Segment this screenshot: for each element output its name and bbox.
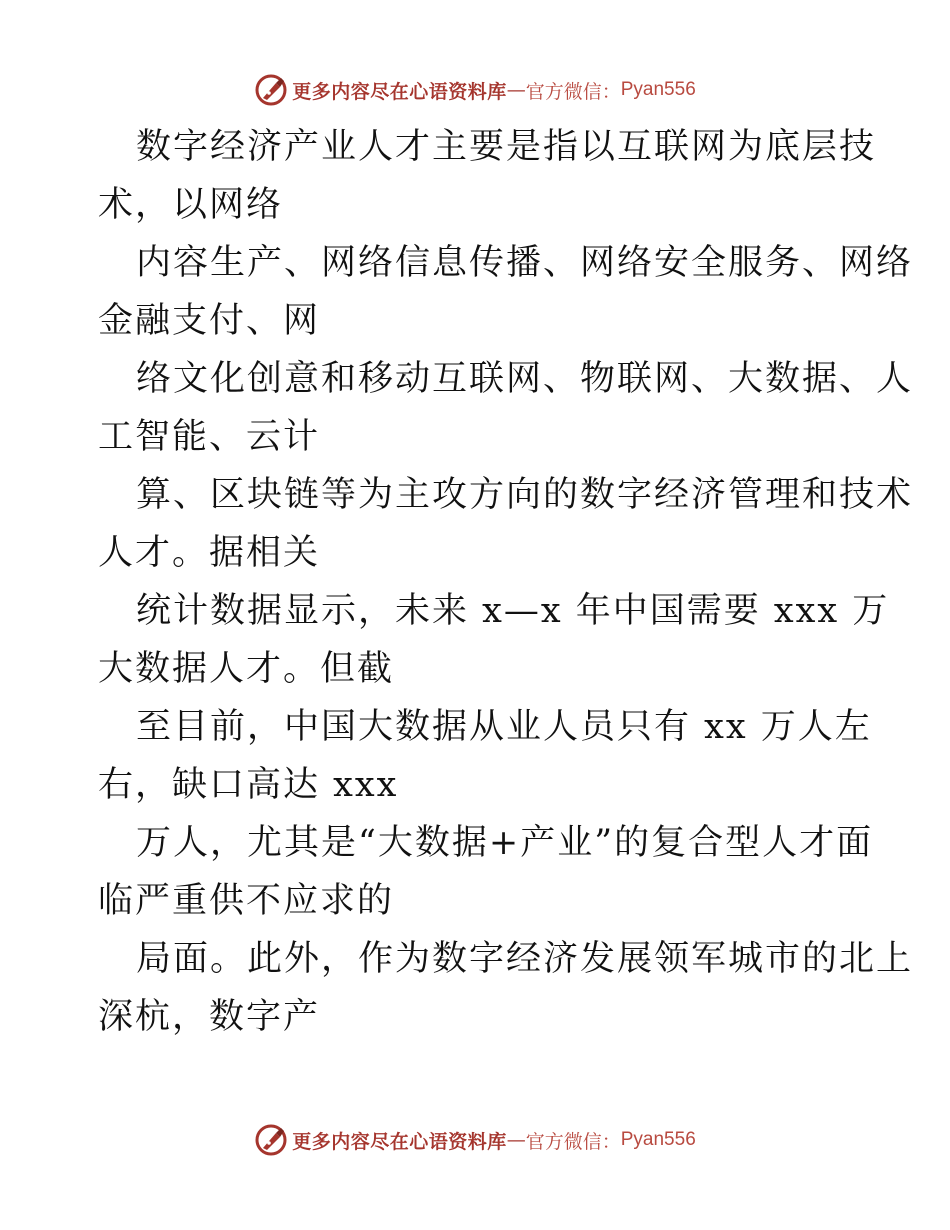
paragraph-line: 临严重供不应求的 (98, 881, 395, 921)
paragraph (98, 814, 874, 930)
paragraph-line: 右，缺口高达 xxx (98, 765, 399, 805)
paragraph-line: 数字经济产业人才主要是指以互联网为底层技 (136, 127, 877, 167)
paragraph-line: 局面。此外，作为数字经济发展领军城市的北上 (136, 939, 914, 979)
footer-separator: — (506, 1129, 526, 1151)
header-wechat-label: 官方微信： (525, 80, 621, 103)
pen-nib-logo-icon (254, 1123, 288, 1157)
paragraph-line: 金融支付、网 (98, 301, 321, 341)
paragraph-line: 工智能、云计 (98, 417, 321, 457)
paragraph-line: 络文化创意和移动互联网、物联网、大数据、人 (136, 359, 914, 399)
header-site-text: 更多内容尽在心语资料库 (292, 80, 507, 103)
paragraph (98, 698, 872, 814)
paragraph-line: 术，以网络 (98, 185, 284, 225)
pen-nib-logo-icon (254, 73, 288, 107)
footer-wechat-id: Pyan556 (620, 1129, 696, 1150)
header-separator: — (506, 79, 526, 101)
paragraph (98, 930, 914, 1046)
paragraph-line: 人才。据相关 (98, 533, 321, 573)
paragraph (98, 234, 914, 350)
paragraph-line: 算、区块链等为主攻方向的数字经济管理和技术 (136, 475, 914, 515)
paragraph (98, 350, 914, 466)
paragraph-line: 统计数据显示，未来 x—x 年中国需要 xxx 万 (136, 591, 890, 631)
paragraph (98, 118, 877, 234)
footer-wechat-label: 官方微信： (525, 1130, 621, 1153)
paragraph-line: 内容生产、网络信息传播、网络安全服务、网络 (136, 243, 914, 283)
body-text (98, 118, 914, 1046)
paragraph-line: 深杭，数字产 (98, 997, 321, 1037)
paragraph-line: 大数据人才。但截 (98, 649, 395, 689)
header-wechat-id: Pyan556 (620, 79, 696, 100)
header-banner (0, 68, 950, 112)
paragraph (98, 466, 914, 582)
footer-site-text: 更多内容尽在心语资料库 (292, 1130, 507, 1153)
paragraph-line: 万人，尤其是“大数据+产业”的复合型人才面 (136, 823, 874, 863)
paragraph (98, 582, 890, 698)
footer-banner (0, 1118, 950, 1162)
paragraph-line: 至目前，中国大数据从业人员只有 xx 万人左 (136, 707, 872, 747)
